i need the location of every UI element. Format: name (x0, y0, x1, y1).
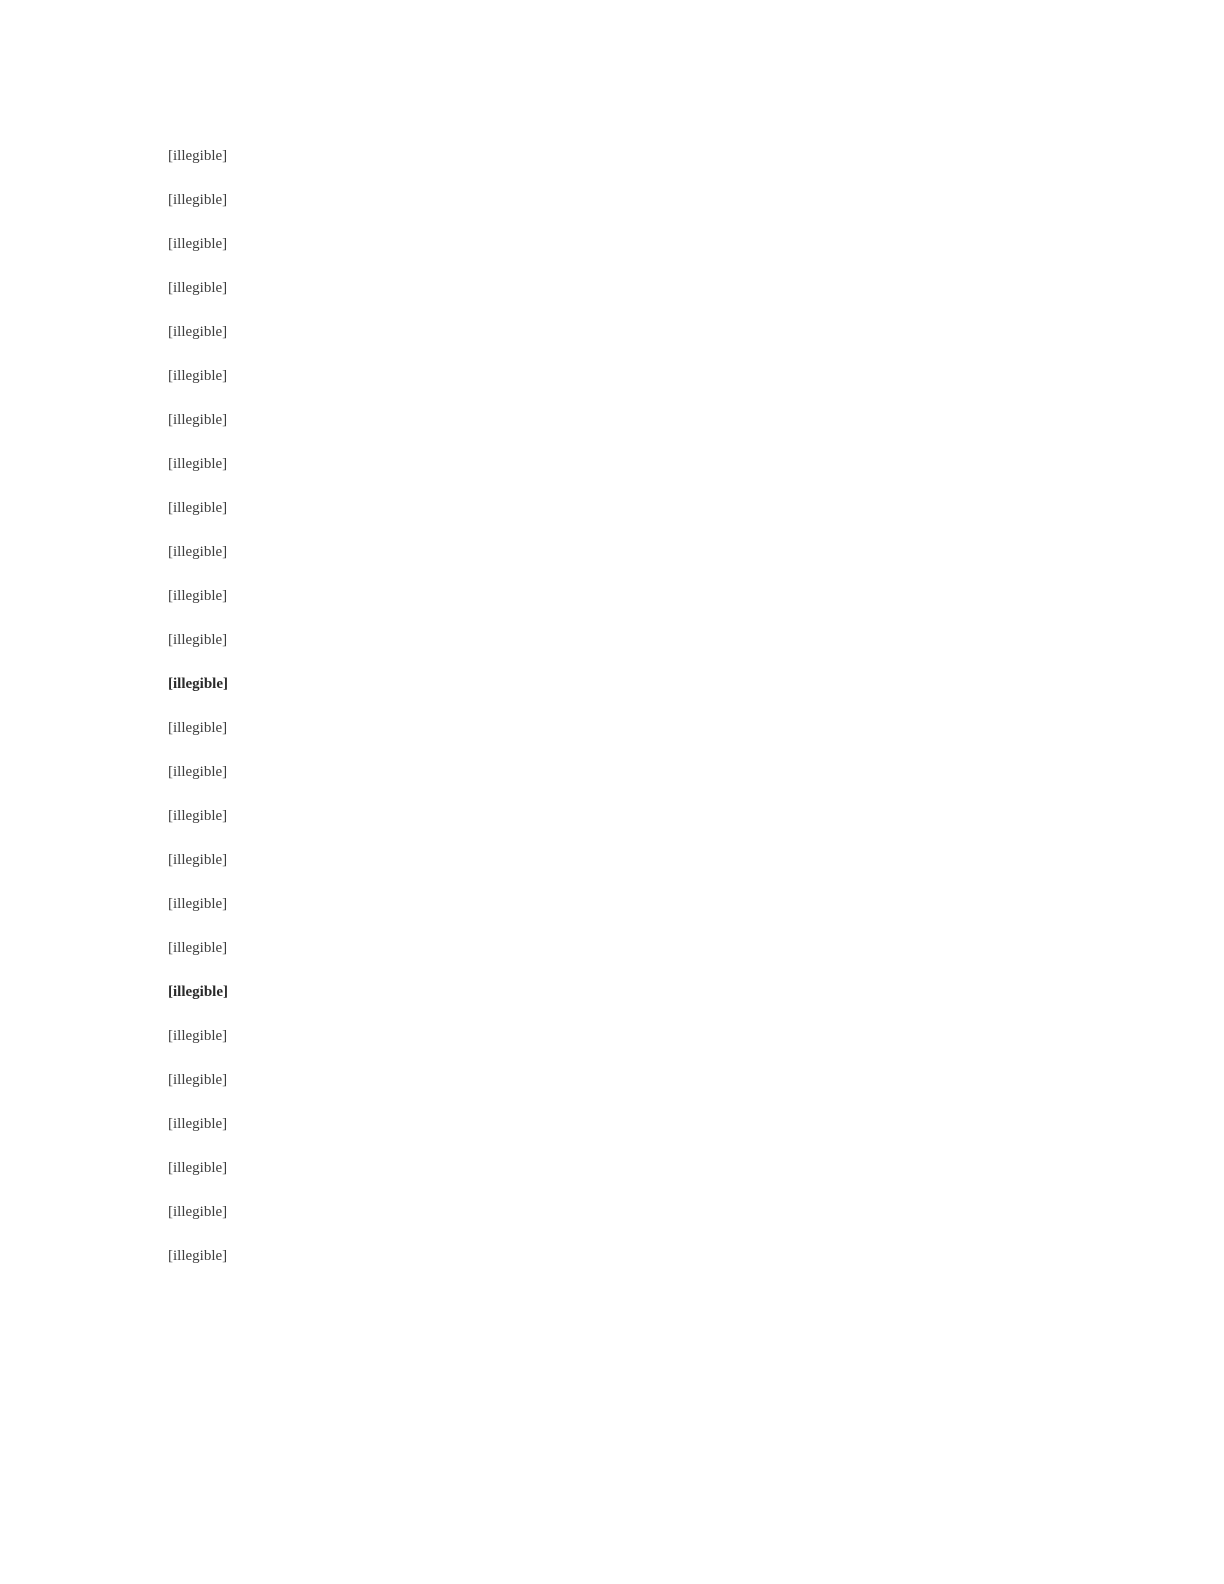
list-item: [illegible] (168, 720, 228, 736)
list-item: [illegible] (168, 1028, 228, 1044)
list-item: [illegible] (168, 808, 228, 824)
list-item: [illegible] (168, 500, 228, 516)
list-item: [illegible] (168, 544, 228, 560)
list-item: [illegible] (168, 1160, 228, 1176)
list-item: [illegible] (168, 368, 228, 384)
list-item: [illegible] (168, 896, 228, 912)
list-item: [illegible] (168, 324, 228, 340)
list-item: [illegible] (168, 412, 228, 428)
section-heading: [illegible] (168, 984, 228, 1000)
list-item: [illegible] (168, 1116, 228, 1132)
list-item: [illegible] (168, 940, 228, 956)
list-item: [illegible] (168, 852, 228, 868)
list-item: [illegible] (168, 588, 228, 604)
list-item: [illegible] (168, 192, 228, 208)
list-item: [illegible] (168, 764, 228, 780)
list-item: [illegible] (168, 1248, 228, 1264)
list-item: [illegible] (168, 1204, 228, 1220)
section-heading: [illegible] (168, 676, 228, 692)
list-item: [illegible] (168, 456, 228, 472)
list-item: [illegible] (168, 632, 228, 648)
list-item: [illegible] (168, 1072, 228, 1088)
document-body (168, 142, 1058, 1286)
list-item: [illegible] (168, 236, 228, 252)
list-item: [illegible] (168, 148, 228, 164)
list-item: [illegible] (168, 280, 228, 296)
